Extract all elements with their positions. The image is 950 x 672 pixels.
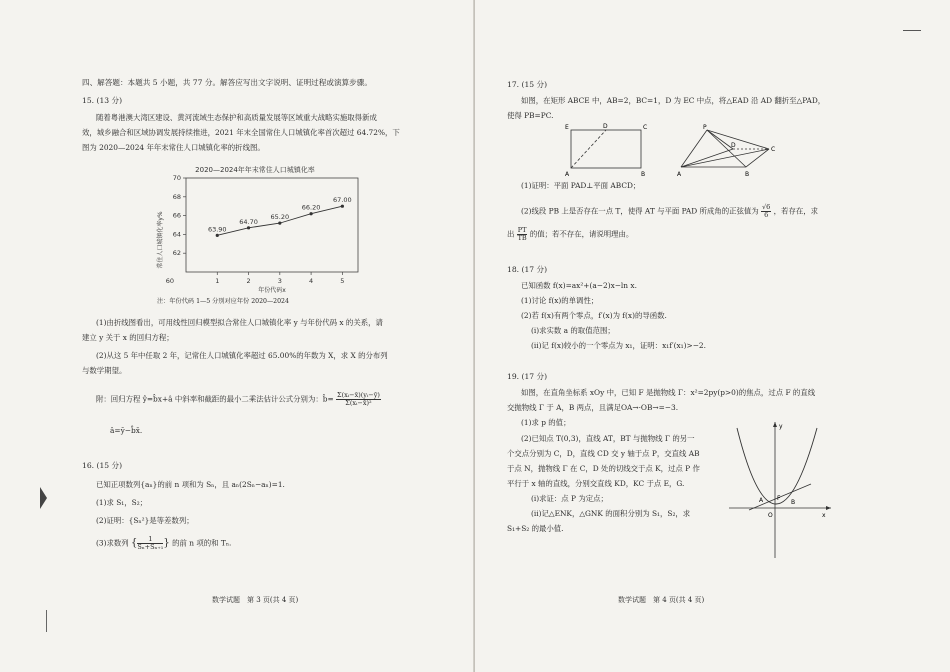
- data-label: 66.20: [301, 203, 321, 212]
- chart-title: 2020—2024年年末常住人口城镇化率: [195, 166, 315, 174]
- q15-part2-line2: 与数学期望。: [82, 366, 127, 375]
- q18-heading: 18. (17 分): [507, 265, 548, 274]
- q16-fraction: [137, 536, 163, 551]
- q15-part1-line1: (1)由折线图看出，可用线性回归模型拟合常住人口城镇化率 y 与年份代码 x 的关系，请: [96, 318, 383, 327]
- q16-fraction-den: Sₙ+Sₙ₊₁: [137, 543, 164, 551]
- corner-mark: [903, 30, 921, 31]
- data-point: [341, 205, 344, 208]
- q18-part1: (1)讨论 f(x)的单调性；: [521, 296, 599, 305]
- origin-label: O: [768, 512, 773, 519]
- q17-part2: [521, 204, 818, 219]
- y-tick-label: 64: [172, 230, 181, 239]
- label-C2: C: [771, 146, 776, 153]
- q17-part1: (1)证明：平面 PAD⊥平面 ABCD；: [521, 181, 641, 190]
- q15-part1-line2: 建立 y 关于 x 的回归方程；: [82, 333, 174, 342]
- chart-origin-label: 60: [165, 277, 174, 285]
- x-tick-label: 2: [246, 277, 251, 285]
- q18-part2-ii: (ii)记 f(x)较小的一个零点为 x₁，证明：x₁f′(x₁)>−2.: [531, 341, 706, 350]
- q16-fraction-num: 1: [137, 536, 163, 544]
- q16-part1: (1)求 S₁，S₂；: [96, 498, 148, 507]
- x-tick-label: 1: [215, 277, 220, 285]
- q19-part2-iii: S₁+S₂ 的最小值.: [507, 524, 564, 533]
- q17-heading: 17. (15 分): [507, 80, 548, 89]
- q15-part2-line1: (2)从这 5 年中任取 2 年，记常住人口城镇化率超过 65.00%的年数为 X，求 X 的分布列: [96, 351, 388, 360]
- q17-sine-den: 6: [764, 211, 769, 219]
- label-A: A: [565, 171, 570, 178]
- q17-part2-tail: ，若存在，求: [773, 206, 819, 216]
- label-A2: A: [677, 171, 682, 178]
- y-tick-label: 66: [172, 211, 181, 220]
- y-tick-label: 70: [172, 174, 181, 182]
- q16-part2: (2)证明：{Sₙ²}是等差数列；: [96, 516, 194, 525]
- formula-denominator: Σ(xᵢ−x̄)²: [345, 399, 372, 407]
- label-D: D: [603, 123, 608, 130]
- q19-text-line1: 如图，在直角坐标系 xOy 中，已知 F 是抛物线 Γ：x²=2py(p>0)的焦点，过点 F 的直线: [521, 388, 816, 397]
- right-page-footer: 数学试题 第 4 页(共 4 页): [618, 596, 705, 604]
- q17-ratio-tail: 的值；若不存在，请说明理由。: [529, 229, 634, 239]
- chart-ylabel: 常住人口城镇化率y%: [157, 211, 164, 269]
- q16-part3-tail: 的前 n 项的和 Tₙ.: [172, 538, 232, 548]
- q16-part3: (3)求数列 { $\frac{1}{\text{Sₙ+Sₙ₊₁}}$ } 的前 n 项的和 Tₙ.: [96, 535, 232, 551]
- q17-part2-line2: [507, 227, 633, 242]
- y-tick-label: 62: [172, 249, 181, 258]
- q17-part2-lead: (2)线段 PB 上是否存在一点 T，使得 AT 与平面 PAD 所成角的正弦值为: [521, 206, 759, 216]
- data-label: 63.90: [207, 225, 227, 234]
- q15-formula: [96, 392, 381, 407]
- urbanization-line-chart: [140, 160, 370, 310]
- x-tick-label: 3: [277, 277, 282, 285]
- formula-intercept: â=ȳ−b̂x̄.: [110, 426, 143, 435]
- q15-heading: 15. (13 分): [82, 96, 123, 105]
- q17-rectangle-figure: [561, 122, 651, 178]
- data-point: [309, 212, 312, 215]
- label-D2: D: [731, 142, 736, 149]
- point-F-label: F: [777, 495, 781, 502]
- formula-numerator: Σ(xᵢ−x̄)(yᵢ−ȳ): [337, 391, 380, 399]
- label-B2: B: [745, 171, 750, 178]
- chart-caption: 注：年份代码 1—5 分别对应年份 2020—2024: [157, 298, 289, 305]
- q19-part2-ii: (ii)记△ENK，△GNK 的面积分别为 S₁，S₂，求: [531, 509, 691, 518]
- q18-text: 已知函数 f(x)=ax²+(a−2)x−ln x.: [521, 281, 637, 290]
- q18-part2-i: (i)求实数 a 的取值范围；: [531, 326, 615, 335]
- q17-ratio-num: PT: [517, 226, 527, 234]
- q19-text-line2: 交抛物线 Γ 于 A，B 两点，且满足OA→·OB→=−3.: [507, 403, 679, 412]
- axis-y-label: y: [779, 423, 783, 430]
- q16-part3-lead: (3)求数列: [96, 538, 129, 548]
- y-tick-label: 68: [172, 192, 181, 201]
- label-B: B: [641, 171, 646, 178]
- q19-part2-line2: 个交点分别为 C，D，直线 CD 交 y 轴于点 P，交直线 AB: [507, 449, 700, 458]
- formula-lead: 附：回归方程 ŷ=b̂x+â 中斜率和截距的最小二乘法估计公式分别为：b̂=: [96, 394, 334, 404]
- data-label: 67.00: [333, 196, 352, 205]
- axis-x-label: x: [822, 512, 826, 519]
- right-page: [475, 0, 950, 672]
- q19-part2-line1: (2)已知点 T(0,3)，直线 AT，BT 与抛物线 Γ 的另一: [521, 434, 695, 443]
- q19-parabola-figure: [725, 420, 837, 562]
- label-C: C: [643, 124, 648, 131]
- data-label: 64.70: [239, 217, 258, 226]
- label-P: P: [703, 124, 707, 131]
- q15-text-line1: 随着粤港澳大湾区建设、黄河流域生态保护和高质量发展等区域重大战略实施取得新成: [96, 113, 377, 122]
- q17-ratio-fraction: [517, 227, 528, 242]
- data-label: 65.20: [270, 213, 290, 222]
- q17-sine-num: √6: [762, 203, 771, 211]
- chart-xlabel: 年份代码x: [258, 287, 286, 294]
- q17-folded-figure: [671, 122, 781, 178]
- q19-part2-line4: 平行于 x 轴的直线，分别交直线 KD，KC 于点 E，G.: [507, 479, 685, 488]
- q18-part2: (2)若 f(x)有两个零点，f′(x)为 f(x)的导函数.: [521, 311, 667, 320]
- q16-text: 已知正项数列{aₙ}的前 n 项和为 Sₙ，且 aₙ(2Sₙ−aₙ)=1.: [96, 480, 285, 489]
- q19-part2-line3: 于点 N，抛物线 Γ 在 C，D 处的切线交于点 K，过点 P 作: [507, 464, 700, 473]
- binding-arrow-icon: [40, 487, 47, 509]
- left-page-footer: 数学试题 第 3 页(共 4 页): [212, 596, 299, 604]
- q17-text-line2: 使得 PB=PC.: [507, 111, 554, 120]
- formula-fraction: [336, 392, 381, 407]
- q15-text-line2: 效，城乡融合和区域协调发展持续推进，2021 年末全国常住人口城镇化率首次超过 64.72%，下: [82, 128, 400, 137]
- point-B-label: B: [791, 499, 796, 506]
- data-point: [247, 226, 250, 229]
- q17-ratio-lead: 出: [507, 229, 515, 239]
- binding-line: [46, 610, 47, 632]
- data-point: [216, 234, 219, 237]
- q16-heading: 16. (15 分): [82, 461, 123, 470]
- label-E: E: [565, 124, 569, 131]
- x-tick-label: 5: [340, 277, 345, 285]
- data-point: [278, 222, 281, 225]
- q19-part1: (1)求 p 的值；: [521, 418, 571, 427]
- q19-heading: 19. (17 分): [507, 372, 548, 381]
- q17-sine-fraction: [761, 204, 771, 219]
- x-tick-label: 4: [309, 277, 314, 285]
- point-A-label: A: [759, 497, 764, 504]
- q15-text-line3: 图为 2020—2024 年年末常住人口城镇化率的折线图。: [82, 143, 265, 152]
- q17-text-line1: 如图，在矩形 ABCE 中，AB=2，BC=1，D 为 EC 中点，将△EAD 沿 AD 翻折至△PAD，: [521, 96, 826, 105]
- q17-ratio-den: TB: [517, 234, 527, 242]
- section-title: 四、解答题：本题共 5 小题，共 77 分。解答应写出文字说明、证明过程或演算步骤。: [82, 78, 372, 87]
- q19-part2-i: (i)求证：点 P 为定点；: [531, 494, 608, 503]
